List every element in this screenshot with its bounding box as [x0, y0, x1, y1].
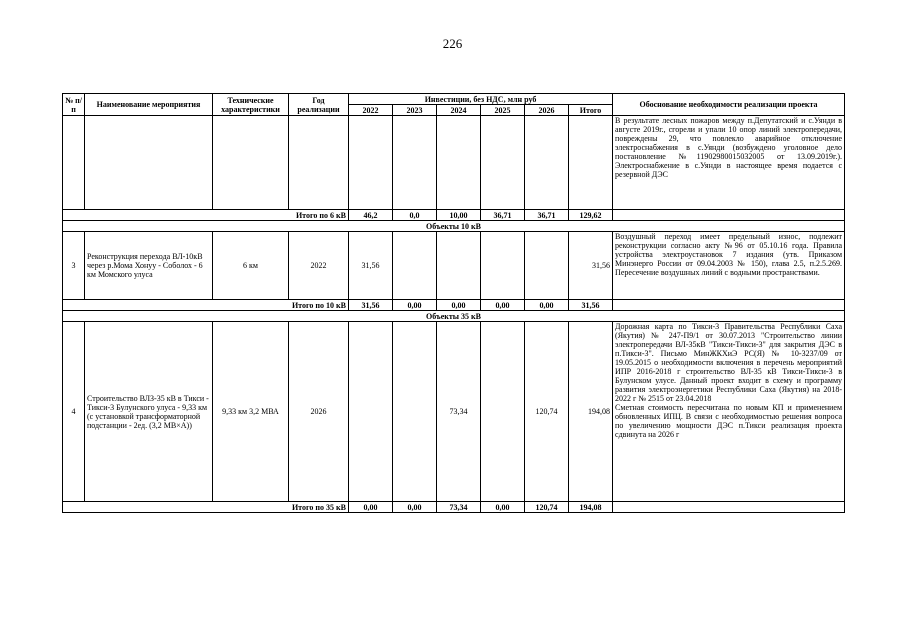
total-6kv-2026: 36,71: [525, 210, 569, 221]
total-6kv-row: [63, 210, 845, 221]
header-row-1: [63, 94, 845, 105]
total-6kv-label: Итого по 6 кВ: [63, 210, 349, 221]
item-4-total: 194,08: [569, 322, 613, 502]
item-4-reason: [613, 322, 845, 502]
page-number: 226: [442, 36, 463, 51]
item-3-tech: 6 км: [213, 232, 289, 300]
col-2026-header: 2026: [525, 105, 569, 116]
col-name-header: Наименование мероприятия: [85, 94, 213, 116]
item-4-2023: [393, 322, 437, 502]
item-3-2023: [393, 232, 437, 300]
item-4-2025: [481, 322, 525, 502]
total-10kv-row: [63, 300, 845, 311]
item-4-tech: 9,33 км 3,2 МВА: [213, 322, 289, 502]
total-35kv-2026: 120,74: [525, 502, 569, 513]
col-year-header: Год реализации: [289, 94, 349, 116]
col-total-header: Итого: [569, 105, 613, 116]
col-reason-header: Обоснование необходимости реализации проекта: [613, 94, 845, 116]
total-6kv-total: 129,62: [569, 210, 613, 221]
total-6kv-2023: 0,0: [393, 210, 437, 221]
total-6kv-2024: 10,00: [437, 210, 481, 221]
col-2022-header: 2022: [349, 105, 393, 116]
total-10kv-2023: 0,00: [393, 300, 437, 311]
item-3-name: Реконструкция перехода ВЛ-10кВ через р.Мома Хонуу - Соболох - 6 км Момского улуса: [85, 232, 213, 300]
item-3-2026: [525, 232, 569, 300]
item-3-2025: [481, 232, 525, 300]
total-10kv-label: Итого по 10 кВ: [63, 300, 349, 311]
col-2023-header: 2023: [393, 105, 437, 116]
total-10kv-2022: 31,56: [349, 300, 393, 311]
item-4-2024: 73,34: [437, 322, 481, 502]
item-4-reason-part1: Дорожная карта по Тикси-3 Правительства Республики Саха (Якутия) № 247-П9/1 от 30.07.2013 "Строительство линии электропередачи ВЛ-35кВ "Тикси-Тикси-3" для закрытия ДЭС в п.Тикси-3". Письмо МинЖКХиЭ РС(Я) № 10-3237/09 от 19.05.2015 о необходимости включения в перечень мероприятий ИПР 2016-2018 г строительство ВЛ-35 кВ Тикси-Тикси-3 в Булунском улусе. Данный проект входит в схему и программу развития электроэнергетики Республики Саха (Якутия) на 2018-2022 г № 2515 от 23.04.2018: [615, 322, 843, 403]
item-3-row: [63, 232, 845, 300]
continuation-reason: В результате лесных пожаров между п.Депутатский и с.Уянди в августе 2019г., сгорели и упали 10 опор линий электропередачи, повреждены 29, что повлекло аварийное отключение электроснабжения в с.Уянди (возбуждено уголовное дело постановление №11902980015032005 от 13.09.2019г.). Электроснабжение в с.Уянди в настоящее время подается с резервной ДЭС: [613, 116, 845, 210]
item-4-reason-part2: Сметная стоимость пересчитана по новым КП и применением обновленных ИПЦ. В связи с необходимостью решения вопроса по увеличению мощности ДЭС п.Тикси реализация проекта сдвинута на 2026 г: [615, 403, 843, 439]
section-10kv-row: [63, 221, 845, 232]
total-10kv-2025: 0,00: [481, 300, 525, 311]
item-4-name: Строительство ВЛЗ-35 кВ в Тикси - Тикси-3 Булунского улуса - 9,33 км (с установкой трансформаторной подстанции - 2ед. (3,2 МВ×А)): [85, 322, 213, 502]
total-10kv-2024: 0,00: [437, 300, 481, 311]
total-35kv-total: 194,08: [569, 502, 613, 513]
total-35kv-2023: 0,00: [393, 502, 437, 513]
item-4-num: 4: [63, 322, 85, 502]
section-35kv-title: Объекты 35 кВ: [63, 311, 845, 322]
total-10kv-total: 31,56: [569, 300, 613, 311]
item-3-2022: 31,56: [349, 232, 393, 300]
col-2024-header: 2024: [437, 105, 481, 116]
item-3-year: 2022: [289, 232, 349, 300]
total-10kv-2026: 0,00: [525, 300, 569, 311]
total-35kv-2025: 0,00: [481, 502, 525, 513]
total-6kv-2025: 36,71: [481, 210, 525, 221]
investment-table: [62, 93, 845, 513]
item-3-reason: Воздушный переход имеет предельный износ, подлежит реконструкции согласно акту №96 от 05.10.16 года. Правила устройства электроустановок 7 издания (утв. Приказом Минэнерго России от 09.04.2003 № 150), глава 2.5, п.2.5.269. Пересечение воздушных линий с водными пространствами.: [613, 232, 845, 300]
section-35kv-row: [63, 311, 845, 322]
total-35kv-2024: 73,34: [437, 502, 481, 513]
item-3-2024: [437, 232, 481, 300]
col-num-header: № п/п: [63, 94, 85, 116]
total-6kv-2022: 46,2: [349, 210, 393, 221]
item-3-num: 3: [63, 232, 85, 300]
col-tech-header: Технические характеристики: [213, 94, 289, 116]
item-4-2022: [349, 322, 393, 502]
total-35kv-label: Итого по 35 кВ: [63, 502, 349, 513]
col-2025-header: 2025: [481, 105, 525, 116]
section-10kv-title: Объекты 10 кВ: [63, 221, 845, 232]
total-35kv-2022: 0,00: [349, 502, 393, 513]
item-4-year: 2026: [289, 322, 349, 502]
total-35kv-row: [63, 502, 845, 513]
item-4-row: [63, 322, 845, 502]
item-3-total: 31,56: [569, 232, 613, 300]
continuation-row: [63, 116, 845, 210]
item-4-2026: 120,74: [525, 322, 569, 502]
col-invest-header: Инвестиции, без НДС, млн руб: [349, 94, 613, 105]
